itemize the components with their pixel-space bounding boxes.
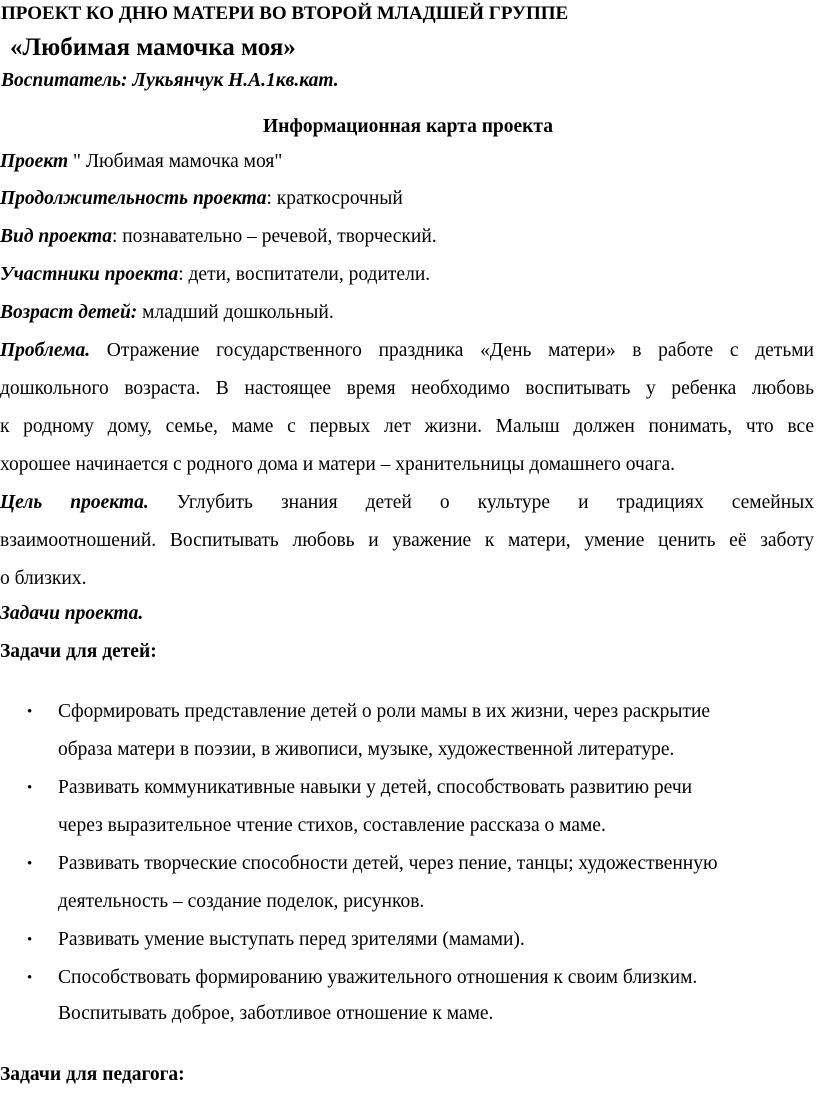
list-item: Способствовать формированию уважительного отношения к своим близким. <box>58 967 698 988</box>
children-tasks-heading: Задачи для детей: <box>0 641 157 662</box>
list-item-continuation: через выразительное чтение стихов, составление рассказа о маме. <box>58 815 606 836</box>
type-row <box>0 225 437 249</box>
participants-label: Участники проекта <box>0 264 179 285</box>
list-item: Развивать коммуникативные навыки у детей, способствовать развитию речи <box>58 777 693 798</box>
age-value: младший дошкольный. <box>142 302 334 323</box>
type-value: : познавательно – речевой, творческий. <box>111 226 437 247</box>
project-label: Проект <box>0 151 69 172</box>
tasks-heading: Задачи проекта. <box>0 603 144 624</box>
list-item: Развивать творческие способности детей, через пение, танцы; художественную <box>58 853 718 874</box>
bullet-marker: • <box>27 970 33 986</box>
teacher-tasks-heading: Задачи для педагога: <box>0 1064 185 1085</box>
goal-label: Цель проекта. <box>0 492 149 513</box>
problem-text-1: Отражение государственного праздника «День матери» в работе с детьми <box>106 340 814 361</box>
bullet-marker: • <box>27 856 33 872</box>
teacher-label: Воспитатель: <box>1 70 128 91</box>
bullet-marker: • <box>27 932 33 948</box>
goal-line-2: взаимоотношений. Воспитывать любовь и уважение к матери, умение ценить её заботу <box>0 530 814 551</box>
problem-label: Проблема. <box>0 340 91 361</box>
goal-line-3: о близких. <box>0 568 87 589</box>
duration-row <box>0 187 403 211</box>
goal-text-1: Углубить знания детей о культуре и традициях семейных <box>176 492 815 513</box>
list-item-continuation: Воспитывать доброе, заботливое отношение к маме. <box>58 1003 494 1024</box>
participants-row <box>0 263 430 287</box>
project-row <box>0 150 282 174</box>
card-heading: Информационная карта проекта <box>263 116 553 137</box>
duration-value: : краткосрочный <box>266 188 403 209</box>
type-label: Вид проекта <box>0 226 112 247</box>
list-item: Развивать умение выступать перед зрителями (мамами). <box>58 929 525 950</box>
problem-line-3: к родному дому, семье, маме с первых лет жизни. Малыш должен понимать, что все <box>0 416 814 437</box>
list-item-continuation: деятельность – создание поделок, рисунков. <box>58 891 425 912</box>
document-title: ПРОЕКТ КО ДНЮ МАТЕРИ ВО ВТОРОЙ МЛАДШЕЙ ГРУППЕ <box>1 3 569 24</box>
bullet-marker: • <box>27 704 33 720</box>
list-item-continuation: образа матери в поэзии, в живописи, музыке, художественной литературе. <box>58 739 675 760</box>
problem-line-1 <box>0 339 814 363</box>
participants-value: : дети, воспитатели, родители. <box>178 264 431 285</box>
bullet-marker: • <box>27 780 33 796</box>
teacher-line <box>1 69 339 93</box>
problem-line-2: дошкольного возраста. В настоящее время необходимо воспитывать у ребенка любовь <box>0 378 814 399</box>
project-subtitle: «Любимая мамочка моя» <box>10 34 296 61</box>
goal-line-1 <box>0 491 814 515</box>
age-label: Возраст детей: <box>0 302 138 323</box>
problem-line-4: хорошее начинается с родного дома и матери – хранительницы домашнего очага. <box>0 454 676 475</box>
age-row <box>0 301 334 325</box>
teacher-name: Лукьянчук Н.А.1кв.кат. <box>132 70 339 91</box>
duration-label: Продолжительность проекта <box>0 188 267 209</box>
project-value: " Любимая мамочка моя" <box>73 151 283 172</box>
list-item: Сформировать представление детей о роли мамы в их жизни, через раскрытие <box>58 701 711 722</box>
